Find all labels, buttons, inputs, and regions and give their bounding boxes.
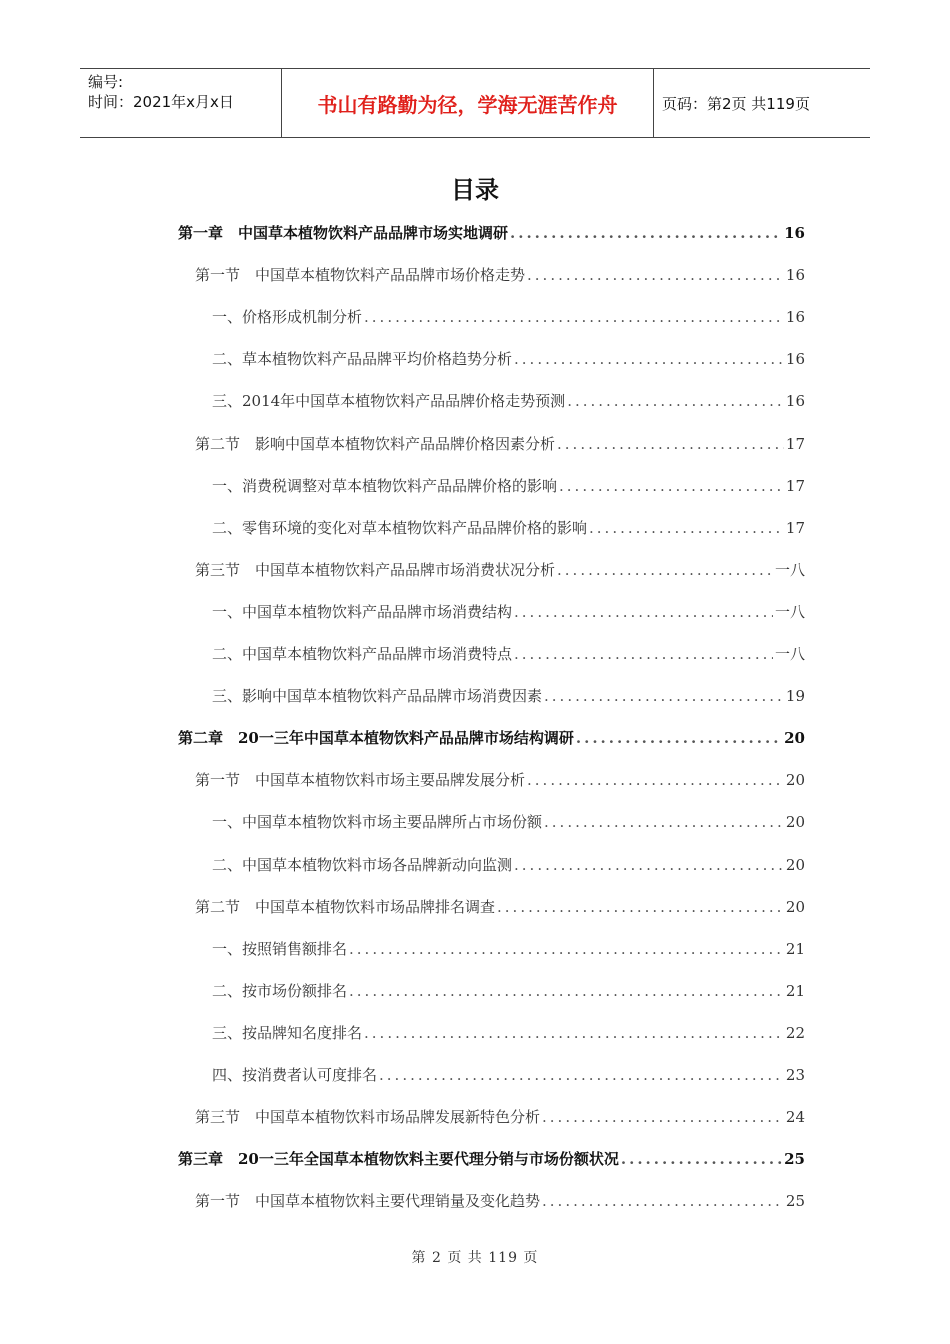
- toc-subsection-entry[interactable]: [212, 980, 805, 1001]
- toc-subsection-entry[interactable]: [212, 306, 805, 327]
- toc-entry-page: 23: [785, 1066, 805, 1084]
- toc-entry-page: 20: [785, 813, 805, 832]
- toc-leader-dots: [557, 561, 773, 579]
- toc-leader-dots: [514, 645, 773, 663]
- toc-leader-dots: [364, 308, 784, 326]
- toc-entry-title: 第一章 中国草本植物饮料产品品牌市场实地调研: [178, 224, 509, 242]
- toc-leader-dots: [527, 771, 784, 789]
- toc-entry-page: 17: [785, 476, 805, 495]
- toc-leader-dots: [589, 519, 784, 537]
- toc-entry-page: 16: [785, 308, 805, 327]
- document-time-label: 时间：2021年x月x日: [88, 93, 234, 111]
- toc-section-entry[interactable]: [195, 1190, 805, 1211]
- toc-leader-dots: [364, 1024, 784, 1042]
- toc-entry-page: 20: [785, 897, 805, 916]
- toc-entry-title: 二、零售环境的变化对草本植物饮料产品品牌价格的影响: [212, 518, 588, 537]
- toc-entry-page: 25: [784, 1150, 805, 1169]
- toc-entry-page: 一八: [774, 645, 805, 663]
- toc-entry-title: 一、消费税调整对草本植物饮料产品品牌价格的影响: [212, 476, 558, 495]
- toc-entry-page: 25: [785, 1192, 805, 1211]
- toc-entry-title: 二、中国草本植物饮料产品品牌市场消费特点: [212, 645, 513, 663]
- toc-entry-title: 三、2014年中国草本植物饮料产品品牌价格走势预测: [212, 392, 566, 411]
- toc-entry-title: 第一节 中国草本植物饮料主要代理销量及变化趋势: [195, 1192, 541, 1211]
- toc-section-entry[interactable]: [195, 264, 805, 285]
- toc-subsection-entry[interactable]: [212, 643, 805, 664]
- toc-entry-page: 17: [785, 518, 805, 537]
- toc-subsection-entry[interactable]: [212, 475, 805, 496]
- toc-entry-title: 二、按市场份额排名: [212, 981, 348, 1000]
- toc-entry-title: 一、价格形成机制分析: [212, 308, 363, 327]
- toc-entry-page: 16: [784, 224, 805, 242]
- toc-subsection-entry[interactable]: [212, 854, 805, 875]
- toc-entry-title: 三、影响中国草本植物饮料产品品牌市场消费因素: [212, 687, 543, 706]
- header-meta: [80, 69, 282, 137]
- toc-subsection-entry[interactable]: [212, 1064, 805, 1085]
- toc-entry-page: 19: [785, 687, 805, 706]
- toc-entry-title: 第三节 中国草本植物饮料市场品牌发展新特色分析: [195, 1108, 541, 1127]
- toc-entry-page: 16: [785, 266, 805, 285]
- toc-subsection-entry[interactable]: [212, 601, 805, 622]
- toc-entry-title: 第一节 中国草本植物饮料产品品牌市场价格走势: [195, 266, 526, 285]
- toc-entry-title: 第三节 中国草本植物饮料产品品牌市场消费状况分析: [195, 560, 556, 579]
- toc-section-entry[interactable]: [195, 769, 805, 790]
- toc-title: 目录: [451, 176, 499, 204]
- toc-entry-title: 第三章 20一三年全国草本植物饮料主要代理分销与市场份额状况: [178, 1150, 619, 1169]
- toc-chapter-entry[interactable]: [178, 1148, 805, 1169]
- toc-entry-page: 20: [785, 855, 805, 874]
- toc-entry-title: 一、中国草本植物饮料市场主要品牌所占市场份额: [212, 813, 543, 832]
- toc-leader-dots: [559, 477, 784, 495]
- toc-entry-title: 第二节 中国草本植物饮料市场品牌排名调查: [195, 897, 496, 916]
- toc-entry-title: 一、按照销售额排名: [212, 939, 348, 958]
- toc-entry-page: 16: [785, 350, 805, 369]
- toc-section-entry[interactable]: [195, 559, 805, 580]
- toc-leader-dots: [497, 898, 784, 916]
- toc-leader-dots: [514, 856, 784, 874]
- toc-leader-dots: [544, 687, 784, 705]
- toc-subsection-entry[interactable]: [212, 1022, 805, 1043]
- toc-leader-dots: [510, 224, 782, 242]
- toc-entry-page: 一八: [774, 560, 805, 579]
- toc-entry-title: 第二节 影响中国草本植物饮料产品品牌价格因素分析: [195, 434, 556, 453]
- toc-leader-dots: [576, 729, 782, 747]
- toc-subsection-entry[interactable]: [212, 517, 805, 538]
- toc-leader-dots: [514, 603, 773, 621]
- toc-entry-title: 二、中国草本植物饮料市场各品牌新动向监测: [212, 855, 513, 874]
- toc-subsection-entry[interactable]: [212, 685, 805, 706]
- toc-entry-page: 20: [784, 729, 805, 748]
- toc-leader-dots: [514, 350, 784, 368]
- toc-subsection-entry[interactable]: [212, 811, 805, 832]
- toc-entry-page: 24: [785, 1108, 805, 1127]
- toc-entry-page: 20: [785, 771, 805, 790]
- header-motto: 书山有路勤为径，学海无涯苦作舟: [282, 69, 654, 137]
- toc-entry-page: 21: [785, 939, 805, 958]
- toc-section-entry[interactable]: [195, 1106, 805, 1127]
- toc-subsection-entry[interactable]: [212, 938, 805, 959]
- toc-leader-dots: [527, 266, 784, 284]
- page-footer: 第 2 页 共 119 页: [411, 1250, 539, 1266]
- toc-entry-title: 三、按品牌知名度排名: [212, 1023, 363, 1042]
- toc-entry-title: 四、按消费者认可度排名: [212, 1066, 378, 1084]
- toc-entry-title: 第一节 中国草本植物饮料市场主要品牌发展分析: [195, 771, 526, 790]
- toc-section-entry[interactable]: [195, 896, 805, 917]
- toc-entry-page: 16: [785, 392, 805, 411]
- header-page-number: 页码：第2页 共119页: [662, 94, 810, 113]
- toc-leader-dots: [349, 940, 784, 958]
- toc-leader-dots: [542, 1108, 784, 1126]
- toc-entry-page: 22: [785, 1023, 805, 1042]
- toc-leader-dots: [544, 813, 784, 831]
- toc-leader-dots: [379, 1066, 784, 1084]
- toc-leader-dots: [542, 1192, 784, 1210]
- toc-chapter-entry[interactable]: [178, 727, 805, 748]
- toc-leader-dots: [349, 982, 784, 1000]
- toc-leader-dots: [567, 392, 784, 410]
- toc-leader-dots: [621, 1150, 782, 1168]
- toc-entry-title: 一、中国草本植物饮料产品品牌市场消费结构: [212, 602, 513, 621]
- toc-entry-title: 二、草本植物饮料产品品牌平均价格趋势分析: [212, 350, 513, 369]
- toc-entry-title: 第二章 20一三年中国草本植物饮料产品品牌市场结构调研: [178, 729, 574, 748]
- toc-subsection-entry[interactable]: [212, 390, 805, 411]
- toc-section-entry[interactable]: [195, 433, 805, 454]
- toc-chapter-entry[interactable]: [178, 222, 805, 243]
- toc-leader-dots: [557, 435, 784, 453]
- toc-subsection-entry[interactable]: [212, 348, 805, 369]
- page-header: [80, 68, 870, 138]
- toc-entry-page: 一八: [774, 602, 805, 621]
- toc-entry-page: 21: [785, 981, 805, 1000]
- document-number-label: 编号:: [88, 73, 124, 91]
- toc-entry-page: 17: [785, 434, 805, 453]
